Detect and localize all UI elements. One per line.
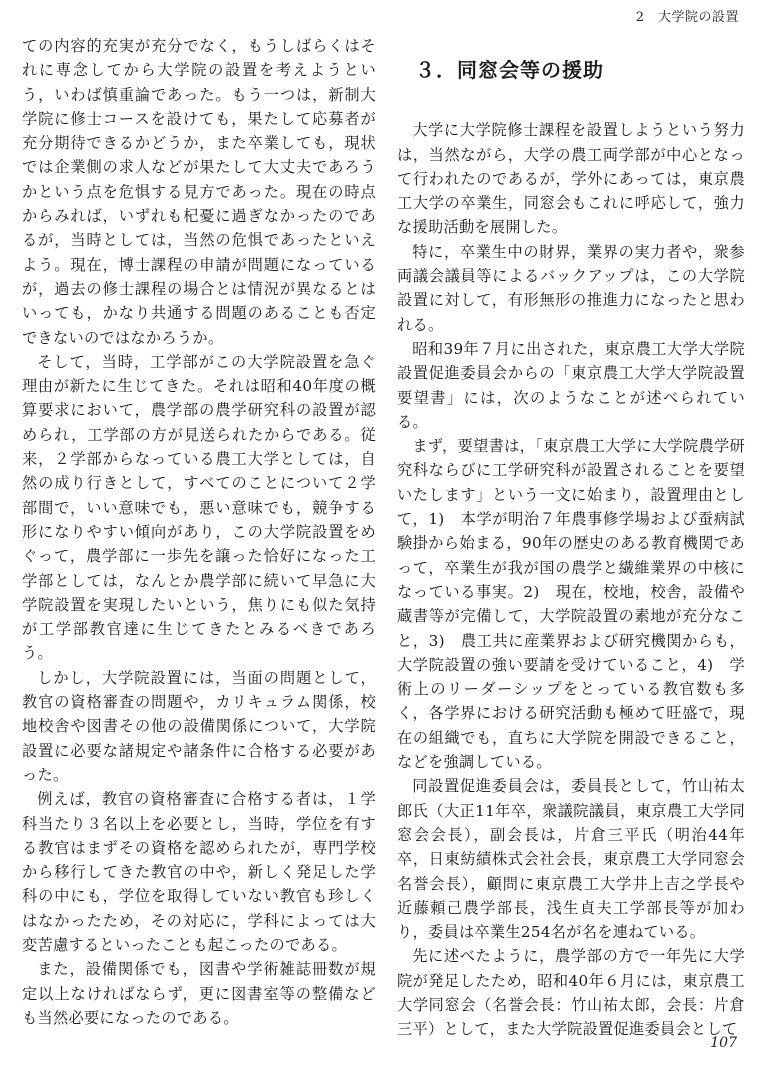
paragraph: ての内容的充実が充分でなく，もうしばらくはそれに専念してから大学院の設置を考えようという，いわば慎重論であった。もう一つは，新制大学院に修士コースを設けても，果たして応募者が充分期待できるかどうか，また卒業しても，現状では企業側の求人などが果たして大丈夫であろうかという点を危惧する見方であった。現在の時点からみれば，いずれも杞憂に過ぎなかったのであるが，当時としては，当然の危惧であったといえよう。現在，博士課程の申請が問題になっているが，過去の修士課程の場合とは情況が異なるとはいっても，かなり共通する問題のあることも否定できないのではなかろうか。 <box>22 37 376 347</box>
paragraph: 大学に大学院修士課程を設置しようという努力は，当然ながら，大学の農工両学部が中心となって行われたのであるが，学外にあっては，東京農工大学の卒業生，同窓会もこれに呼応して，強力な援助活動を展開した。 <box>397 121 745 237</box>
section-title: ３．同窓会等の援助 <box>415 58 604 82</box>
paragraph: 先に述べたように，農学部の方で一年先に大学院が発足したため，昭和40年６月には，東京農工大学同窓会（名誉会長：竹山祐太郎，会長：片倉三平）として，また大学院設置促進委員会として <box>397 947 745 1039</box>
paragraph: 同設置促進委員会は，委員長として，竹山祐太郎氏（大正11年卒，衆議院議員，東京農工大学同窓会会長），副会長は，片倉三平氏（明治44年卒，日東紡績株式会社会長，東京農工大学同窓会名誉会長），顧問に東京農工大学井上吉之学長や近藤頼己農学部長，浅生貞夫工学部長等が加わり，委員は卒業生254名が名を連ねている。 <box>397 777 745 942</box>
paragraph: 昭和39年７月に出された，東京農工大学大学院設置促進委員会からの「東京農工大学大学院設置要望書」には，次のようなことが述べられている。 <box>397 339 745 431</box>
left-column <box>22 34 376 1030</box>
paragraph: しかし，大学院設置には，当面の問題として，教官の資格審査の問題や，カリキュラム関係，校地校舎や図書その他の設備関係について，大学院設置に必要な諸規定や諸条件に合格する必要があった。 <box>22 668 376 784</box>
paragraph: 例えば，教官の資格審査に合格する者は，１学科当たり３名以上を必要とし，当時，学位を有する教官はまずその資格を認められたが，専門学校から移行してきた教官の中や，新しく発足した学科の中にも，学位を取得していない教官も珍しくはなかったため，その対応に，学科によっては大変苦慮するといったことも起こったのである。 <box>22 790 376 954</box>
page-number: 107 <box>710 1035 737 1051</box>
paragraph: 特に，卒業生中の財界，業界の実力者や，衆参両議会議員等によるバックアップは，この大学院設置に対して，有形無形の推進力になったと思われる。 <box>397 242 745 334</box>
running-header: 2 大学院の設置 <box>635 10 739 25</box>
paragraph: そして，当時，工学部がこの大学院設置を急ぐ理由が新たに生じてきた。それは昭和40年度の概算要求において，農学部の農学研究科の設置が認められ，工学部の方が見送られたからである。従来，２学部からなっている農工大学としては，自然の成り行きとして，すべてのことについて２学部間で，いい意味でも，悪い意味でも，競争する形になりやすい傾向があり，この大学院設置をめぐって，農学部に一歩先を譲った恰好になった工学部としては，なんとか農学部に続いて早急に大学院設置を実現したいという，焦りにも似た気持が工学部教官達に生じてきたとみるべきであろう。 <box>22 352 376 663</box>
right-column <box>397 34 745 1042</box>
paragraph: まず，要望書は，「東京農工大学に大学院農学研究科ならびに工学研究科が設置されることを要望いたします」という一文に始まり，設置理由として，1) 本学が明治７年農事修学場および蚕病試験掛から始まる，90年の歴史のある教育機関であって，卒業生が我が国の農学と繊維業界の中核になっている事実。2) 現在，校地，校舎，設備や蔵書等が完備して，大学院設置の素地が充分なこと，3) 農工共に産業界および研究機関からも，大学院設置の強い要請を受けていること，4) 学術上のリーダーシップをとっている教官数も多く，各学界における研究活動も極めて旺盛で，現在の組織でも，直ちに大学院を開設できること，などを強調している。 <box>397 437 745 772</box>
paragraph: また，設備関係でも，図書や学術雑誌冊数が規定以上なければならず，更に図書室等の整備なども当然必要になったのである。 <box>22 960 376 1027</box>
